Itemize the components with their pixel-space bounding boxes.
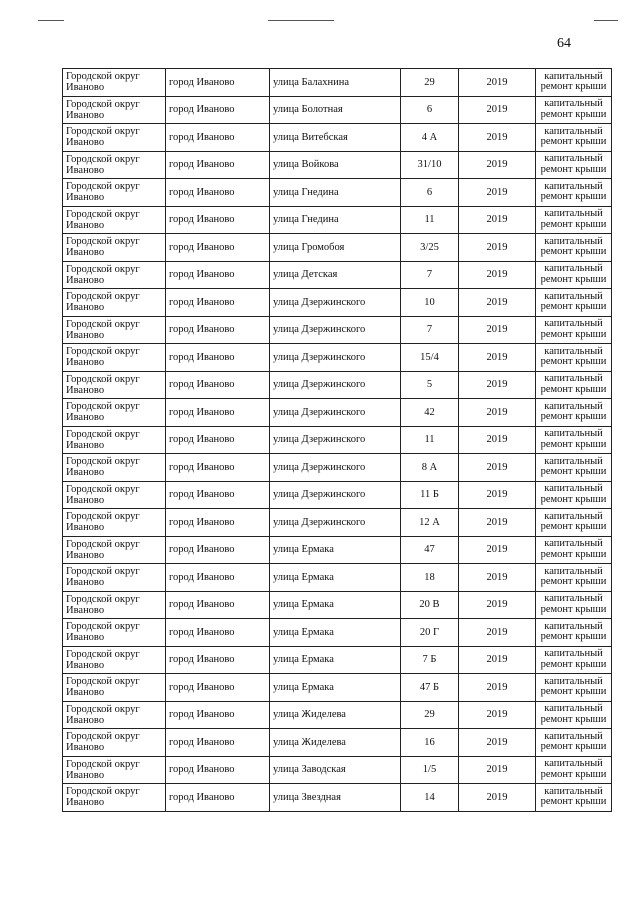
district-cell: Городской округ Иваново [63, 756, 166, 784]
year-cell: 2019 [459, 289, 536, 317]
city-cell: город Иваново [166, 69, 270, 97]
year-cell: 2019 [459, 206, 536, 234]
house-number-cell: 11 [401, 426, 459, 454]
city-cell: город Иваново [166, 729, 270, 757]
table-row [63, 124, 612, 152]
year-cell: 2019 [459, 619, 536, 647]
street-cell: улица Дзержинского [270, 481, 401, 509]
district-cell: Городской округ Иваново [63, 179, 166, 207]
year-cell: 2019 [459, 674, 536, 702]
table-row [63, 344, 612, 372]
district-cell: Городской округ Иваново [63, 316, 166, 344]
city-cell: город Иваново [166, 784, 270, 812]
district-cell: Городской округ Иваново [63, 619, 166, 647]
year-cell: 2019 [459, 509, 536, 537]
house-number-cell: 10 [401, 289, 459, 317]
table-row [63, 619, 612, 647]
district-cell: Городской округ Иваново [63, 564, 166, 592]
street-cell: улица Дзержинского [270, 399, 401, 427]
house-number-cell: 29 [401, 69, 459, 97]
street-cell: улица Войкова [270, 151, 401, 179]
table-row [63, 261, 612, 289]
city-cell: город Иваново [166, 646, 270, 674]
city-cell: город Иваново [166, 124, 270, 152]
street-cell: улица Ермака [270, 591, 401, 619]
house-number-cell: 6 [401, 96, 459, 124]
city-cell: город Иваново [166, 206, 270, 234]
street-cell: улица Гнедина [270, 206, 401, 234]
street-cell: улица Звездная [270, 784, 401, 812]
house-number-cell: 4 А [401, 124, 459, 152]
street-cell: улица Витебская [270, 124, 401, 152]
work-type-cell: капитальный ремонт крыши [536, 591, 612, 619]
house-number-cell: 6 [401, 179, 459, 207]
table-row [63, 701, 612, 729]
year-cell: 2019 [459, 399, 536, 427]
city-cell: город Иваново [166, 371, 270, 399]
page-number: 64 [557, 36, 571, 51]
house-number-cell: 1/5 [401, 756, 459, 784]
city-cell: город Иваново [166, 674, 270, 702]
district-cell: Городской округ Иваново [63, 151, 166, 179]
work-type-cell: капитальный ремонт крыши [536, 481, 612, 509]
year-cell: 2019 [459, 261, 536, 289]
street-cell: улица Дзержинского [270, 289, 401, 317]
house-number-cell: 47 [401, 536, 459, 564]
house-number-cell: 12 А [401, 509, 459, 537]
city-cell: город Иваново [166, 344, 270, 372]
district-cell: Городской округ Иваново [63, 234, 166, 262]
city-cell: город Иваново [166, 289, 270, 317]
year-cell: 2019 [459, 124, 536, 152]
street-cell: улица Ермака [270, 674, 401, 702]
table-row [63, 399, 612, 427]
house-number-cell: 31/10 [401, 151, 459, 179]
work-type-cell: капитальный ремонт крыши [536, 674, 612, 702]
district-cell: Городской округ Иваново [63, 591, 166, 619]
scan-mark-left [38, 20, 64, 21]
year-cell: 2019 [459, 426, 536, 454]
work-type-cell: капитальный ремонт крыши [536, 151, 612, 179]
year-cell: 2019 [459, 481, 536, 509]
table-row [63, 454, 612, 482]
roof-repair-table [62, 68, 612, 812]
house-number-cell: 20 В [401, 591, 459, 619]
district-cell: Городской округ Иваново [63, 454, 166, 482]
street-cell: улица Ермака [270, 564, 401, 592]
year-cell: 2019 [459, 179, 536, 207]
house-number-cell: 11 Б [401, 481, 459, 509]
district-cell: Городской округ Иваново [63, 509, 166, 537]
district-cell: Городской округ Иваново [63, 344, 166, 372]
district-cell: Городской округ Иваново [63, 261, 166, 289]
work-type-cell: капитальный ремонт крыши [536, 289, 612, 317]
house-number-cell: 47 Б [401, 674, 459, 702]
street-cell: улица Ермака [270, 536, 401, 564]
house-number-cell: 20 Г [401, 619, 459, 647]
work-type-cell: капитальный ремонт крыши [536, 454, 612, 482]
city-cell: город Иваново [166, 536, 270, 564]
district-cell: Городской округ Иваново [63, 69, 166, 97]
city-cell: город Иваново [166, 261, 270, 289]
work-type-cell: капитальный ремонт крыши [536, 261, 612, 289]
street-cell: улица Дзержинского [270, 509, 401, 537]
year-cell: 2019 [459, 151, 536, 179]
year-cell: 2019 [459, 646, 536, 674]
house-number-cell: 15/4 [401, 344, 459, 372]
house-number-cell: 7 Б [401, 646, 459, 674]
work-type-cell: капитальный ремонт крыши [536, 784, 612, 812]
work-type-cell: капитальный ремонт крыши [536, 399, 612, 427]
work-type-cell: капитальный ремонт крыши [536, 179, 612, 207]
table-row [63, 784, 612, 812]
street-cell: улица Балахнина [270, 69, 401, 97]
table-row [63, 591, 612, 619]
street-cell: улица Ермака [270, 646, 401, 674]
year-cell: 2019 [459, 564, 536, 592]
street-cell: улица Гнедина [270, 179, 401, 207]
street-cell: улица Ермака [270, 619, 401, 647]
district-cell: Городской округ Иваново [63, 536, 166, 564]
year-cell: 2019 [459, 316, 536, 344]
house-number-cell: 3/25 [401, 234, 459, 262]
street-cell: улица Громобоя [270, 234, 401, 262]
year-cell: 2019 [459, 701, 536, 729]
city-cell: город Иваново [166, 481, 270, 509]
street-cell: улица Дзержинского [270, 426, 401, 454]
year-cell: 2019 [459, 234, 536, 262]
house-number-cell: 14 [401, 784, 459, 812]
work-type-cell: капитальный ремонт крыши [536, 344, 612, 372]
work-type-cell: капитальный ремонт крыши [536, 124, 612, 152]
table-row [63, 206, 612, 234]
district-cell: Городской округ Иваново [63, 399, 166, 427]
table-row [63, 426, 612, 454]
city-cell: город Иваново [166, 234, 270, 262]
house-number-cell: 29 [401, 701, 459, 729]
table-row [63, 536, 612, 564]
year-cell: 2019 [459, 591, 536, 619]
house-number-cell: 16 [401, 729, 459, 757]
table-row [63, 646, 612, 674]
street-cell: улица Дзержинского [270, 344, 401, 372]
city-cell: город Иваново [166, 426, 270, 454]
table-row [63, 481, 612, 509]
year-cell: 2019 [459, 371, 536, 399]
district-cell: Городской округ Иваново [63, 96, 166, 124]
year-cell: 2019 [459, 69, 536, 97]
house-number-cell: 7 [401, 261, 459, 289]
district-cell: Городской округ Иваново [63, 481, 166, 509]
year-cell: 2019 [459, 96, 536, 124]
table-row [63, 96, 612, 124]
street-cell: улица Жиделева [270, 729, 401, 757]
work-type-cell: капитальный ремонт крыши [536, 69, 612, 97]
work-type-cell: капитальный ремонт крыши [536, 729, 612, 757]
table-row [63, 564, 612, 592]
work-type-cell: капитальный ремонт крыши [536, 756, 612, 784]
table-row [63, 509, 612, 537]
city-cell: город Иваново [166, 701, 270, 729]
city-cell: город Иваново [166, 316, 270, 344]
year-cell: 2019 [459, 756, 536, 784]
work-type-cell: капитальный ремонт крыши [536, 536, 612, 564]
year-cell: 2019 [459, 784, 536, 812]
work-type-cell: капитальный ремонт крыши [536, 619, 612, 647]
work-type-cell: капитальный ремонт крыши [536, 426, 612, 454]
work-type-cell: капитальный ремонт крыши [536, 646, 612, 674]
table-row [63, 179, 612, 207]
work-type-cell: капитальный ремонт крыши [536, 206, 612, 234]
table-row [63, 69, 612, 97]
district-cell: Городской округ Иваново [63, 701, 166, 729]
city-cell: город Иваново [166, 96, 270, 124]
table-row [63, 674, 612, 702]
work-type-cell: капитальный ремонт крыши [536, 316, 612, 344]
district-cell: Городской округ Иваново [63, 426, 166, 454]
work-type-cell: капитальный ремонт крыши [536, 234, 612, 262]
year-cell: 2019 [459, 454, 536, 482]
house-number-cell: 18 [401, 564, 459, 592]
city-cell: город Иваново [166, 399, 270, 427]
street-cell: улица Детская [270, 261, 401, 289]
street-cell: улица Болотная [270, 96, 401, 124]
city-cell: город Иваново [166, 564, 270, 592]
house-number-cell: 7 [401, 316, 459, 344]
street-cell: улица Дзержинского [270, 371, 401, 399]
district-cell: Городской округ Иваново [63, 646, 166, 674]
city-cell: город Иваново [166, 454, 270, 482]
year-cell: 2019 [459, 344, 536, 372]
street-cell: улица Дзержинского [270, 316, 401, 344]
city-cell: город Иваново [166, 509, 270, 537]
house-number-cell: 42 [401, 399, 459, 427]
city-cell: город Иваново [166, 151, 270, 179]
city-cell: город Иваново [166, 179, 270, 207]
work-type-cell: капитальный ремонт крыши [536, 701, 612, 729]
district-cell: Городской округ Иваново [63, 729, 166, 757]
table-row [63, 316, 612, 344]
city-cell: город Иваново [166, 756, 270, 784]
work-type-cell: капитальный ремонт крыши [536, 564, 612, 592]
house-number-cell: 5 [401, 371, 459, 399]
table-row [63, 289, 612, 317]
scan-mark-right [594, 20, 618, 21]
year-cell: 2019 [459, 536, 536, 564]
table-row [63, 234, 612, 262]
district-cell: Городской округ Иваново [63, 784, 166, 812]
house-number-cell: 11 [401, 206, 459, 234]
work-type-cell: капитальный ремонт крыши [536, 96, 612, 124]
work-type-cell: капитальный ремонт крыши [536, 371, 612, 399]
district-cell: Городской округ Иваново [63, 289, 166, 317]
house-number-cell: 8 А [401, 454, 459, 482]
work-type-cell: капитальный ремонт крыши [536, 509, 612, 537]
table-row [63, 729, 612, 757]
street-cell: улица Дзержинского [270, 454, 401, 482]
district-cell: Городской округ Иваново [63, 206, 166, 234]
district-cell: Городской округ Иваново [63, 124, 166, 152]
district-cell: Городской округ Иваново [63, 674, 166, 702]
year-cell: 2019 [459, 729, 536, 757]
district-cell: Городской округ Иваново [63, 371, 166, 399]
table-row [63, 756, 612, 784]
table-row [63, 371, 612, 399]
street-cell: улица Заводская [270, 756, 401, 784]
table-body [63, 69, 612, 812]
city-cell: город Иваново [166, 619, 270, 647]
scan-mark-center [268, 20, 334, 21]
city-cell: город Иваново [166, 591, 270, 619]
street-cell: улица Жиделева [270, 701, 401, 729]
table-row [63, 151, 612, 179]
